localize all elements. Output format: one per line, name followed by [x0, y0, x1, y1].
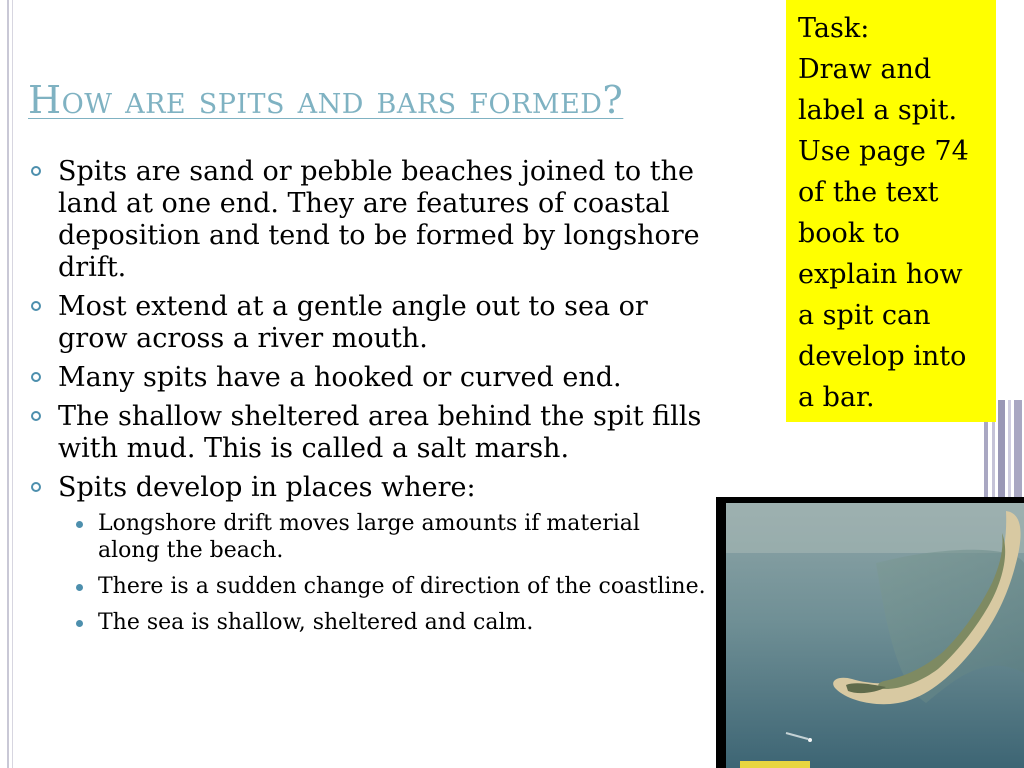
spit-photo-frame — [716, 497, 1024, 768]
left-rule-inner — [12, 0, 13, 768]
task-line: develop into — [798, 341, 967, 372]
task-line: of the text — [798, 177, 939, 208]
sub-bullet-item — [58, 510, 708, 564]
spit-aerial-photo — [726, 503, 1024, 768]
task-line: label a spit. — [798, 95, 958, 126]
bullet-item — [28, 472, 708, 636]
task-line: a bar. — [798, 382, 875, 413]
hollow-circle-bullet-icon — [31, 301, 41, 311]
slide-title: How are spits and bars formed? — [28, 78, 624, 122]
sub-bullet-item — [58, 609, 708, 636]
hollow-circle-bullet-icon — [31, 411, 41, 421]
bullet-item — [28, 401, 708, 465]
bullet-text: Spits are sand or pebble beaches joined to the land at one end. They are features of coastal deposition and tend to be formed by longshore drift. — [58, 156, 700, 283]
bullet-text: Many spits have a hooked or curved end. — [58, 362, 622, 393]
task-line: book to — [798, 218, 900, 249]
task-line: Task: — [798, 13, 870, 44]
sub-bullet-list — [58, 510, 708, 636]
task-line: explain how — [798, 259, 963, 290]
hollow-circle-bullet-icon — [31, 372, 41, 382]
task-box — [786, 0, 996, 422]
sub-bullet-text: There is a sudden change of direction of the coastline. — [98, 574, 706, 599]
bullet-item — [28, 362, 708, 394]
task-line: Draw and — [798, 54, 932, 85]
sub-bullet-text: The sea is shallow, sheltered and calm. — [98, 610, 534, 635]
filled-dot-bullet-icon — [76, 521, 83, 528]
left-rule — [7, 0, 9, 768]
filled-dot-bullet-icon — [76, 620, 83, 627]
task-line: Use page 74 — [798, 136, 969, 167]
bullet-item — [28, 291, 708, 355]
hollow-circle-bullet-icon — [31, 482, 41, 492]
task-line: a spit can — [798, 300, 931, 331]
hollow-circle-bullet-icon — [31, 166, 41, 176]
bullet-text: Most extend at a gentle angle out to sea or grow across a river mouth. — [58, 291, 648, 354]
sub-bullet-text: Longshore drift moves large amounts if material along the beach. — [98, 511, 640, 563]
bullet-list — [28, 156, 708, 645]
bullet-item — [28, 156, 708, 284]
filled-dot-bullet-icon — [76, 584, 83, 591]
bullet-text: Spits develop in places where: — [58, 472, 476, 503]
bullet-text: The shallow sheltered area behind the spit fills with mud. This is called a salt marsh. — [58, 401, 702, 464]
sub-bullet-item — [58, 573, 708, 600]
